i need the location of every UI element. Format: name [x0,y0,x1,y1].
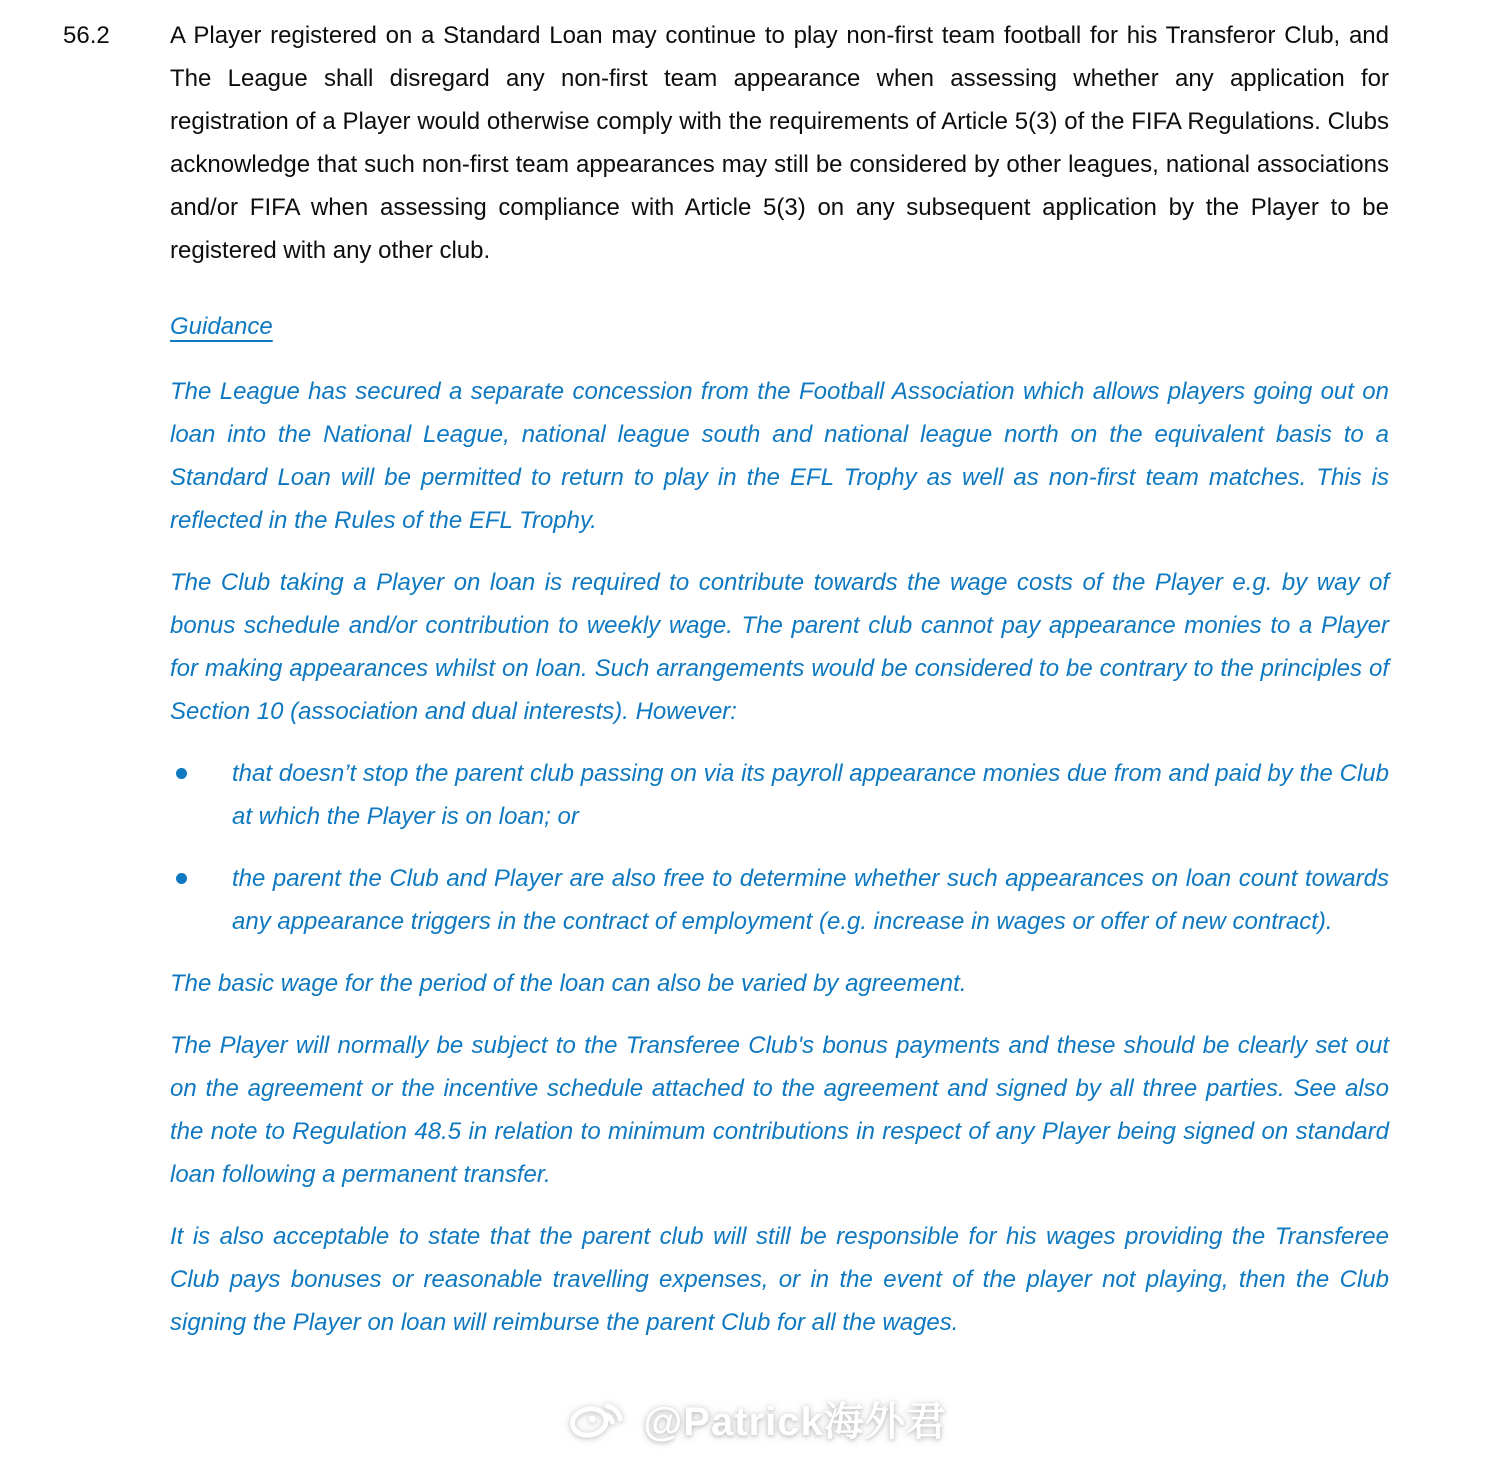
clause-number: 56.2 [63,22,110,49]
guidance-bullet-2: the parent the Club and Player are also free to determine whether such appearances on loan count towards any appearance triggers in the contract of employment (e.g. increase in wages or offer of new contract). [232,865,1389,935]
guidance-paragraph-1: The League has secured a separate concession from the Football Association which allows players going out on loan into the National League, national league south and national league north on the equivalent basis to a Standard Loan will be permitted to return to play in the EFL Trophy as well as non-first team matches. This is reflected in the Rules of the EFL Trophy. [170,378,1389,534]
bullet-icon [176,873,187,884]
weibo-icon [565,1390,631,1454]
list-item [170,752,1389,838]
guidance-paragraph-3: The basic wage for the period of the loan can also be varied by agreement. [170,970,967,997]
clause-text: A Player registered on a Standard Loan may continue to play non-first team football for his Transferor Club, and The League shall disregard any non-first team appearance when assessing whether any application for registration of a Player would otherwise comply with the requirements of Article 5(3) of the FIFA Regulations. Clubs acknowledge that such non-first team appearances may still be considered by other leagues, national associations and/or FIFA when assessing compliance with Article 5(3) on any subsequent application by the Player to be registered with any other club. [170,22,1389,264]
clause-body [170,14,1389,291]
guidance-paragraph-2: The Club taking a Player on loan is required to contribute towards the wage costs of the Player e.g. by way of bonus schedule and/or contribution to weekly wage. The parent club cannot pay appearance monies to a Player for making appearances whilst on loan. Such arrangements would be considered to be contrary to the principles of Section 10 (association and dual interests). However: [170,569,1389,725]
guidance-bullet-1: that doesn’t stop the parent club passing on via its payroll appearance monies due from and paid by the Club at which the Player is on loan; or [232,760,1389,830]
guidance-section [170,305,1389,1344]
watermark-text: @Patrick海外君 [643,1399,947,1444]
watermark [565,1390,946,1454]
guidance-heading: Guidance [170,313,273,340]
clause-section [63,14,1389,291]
list-item [170,857,1389,943]
guidance-paragraph-4: The Player will normally be subject to the Transferee Club's bonus payments and these should be clearly set out on the agreement or the incentive schedule attached to the agreement and signed by all three parties. See also the note to Regulation 48.5 in relation to minimum contributions in respect of any Player being signed on standard loan following a permanent transfer. [170,1032,1389,1188]
bullet-icon [176,768,187,779]
guidance-paragraph-5: It is also acceptable to state that the parent club will still be responsible for his wages providing the Transferee Club pays bonuses or reasonable travelling expenses, or in the event of the player not playing, then the Club signing the Player on loan will reimburse the parent Club for all the wages. [170,1223,1389,1336]
guidance-bullet-list [170,752,1389,943]
